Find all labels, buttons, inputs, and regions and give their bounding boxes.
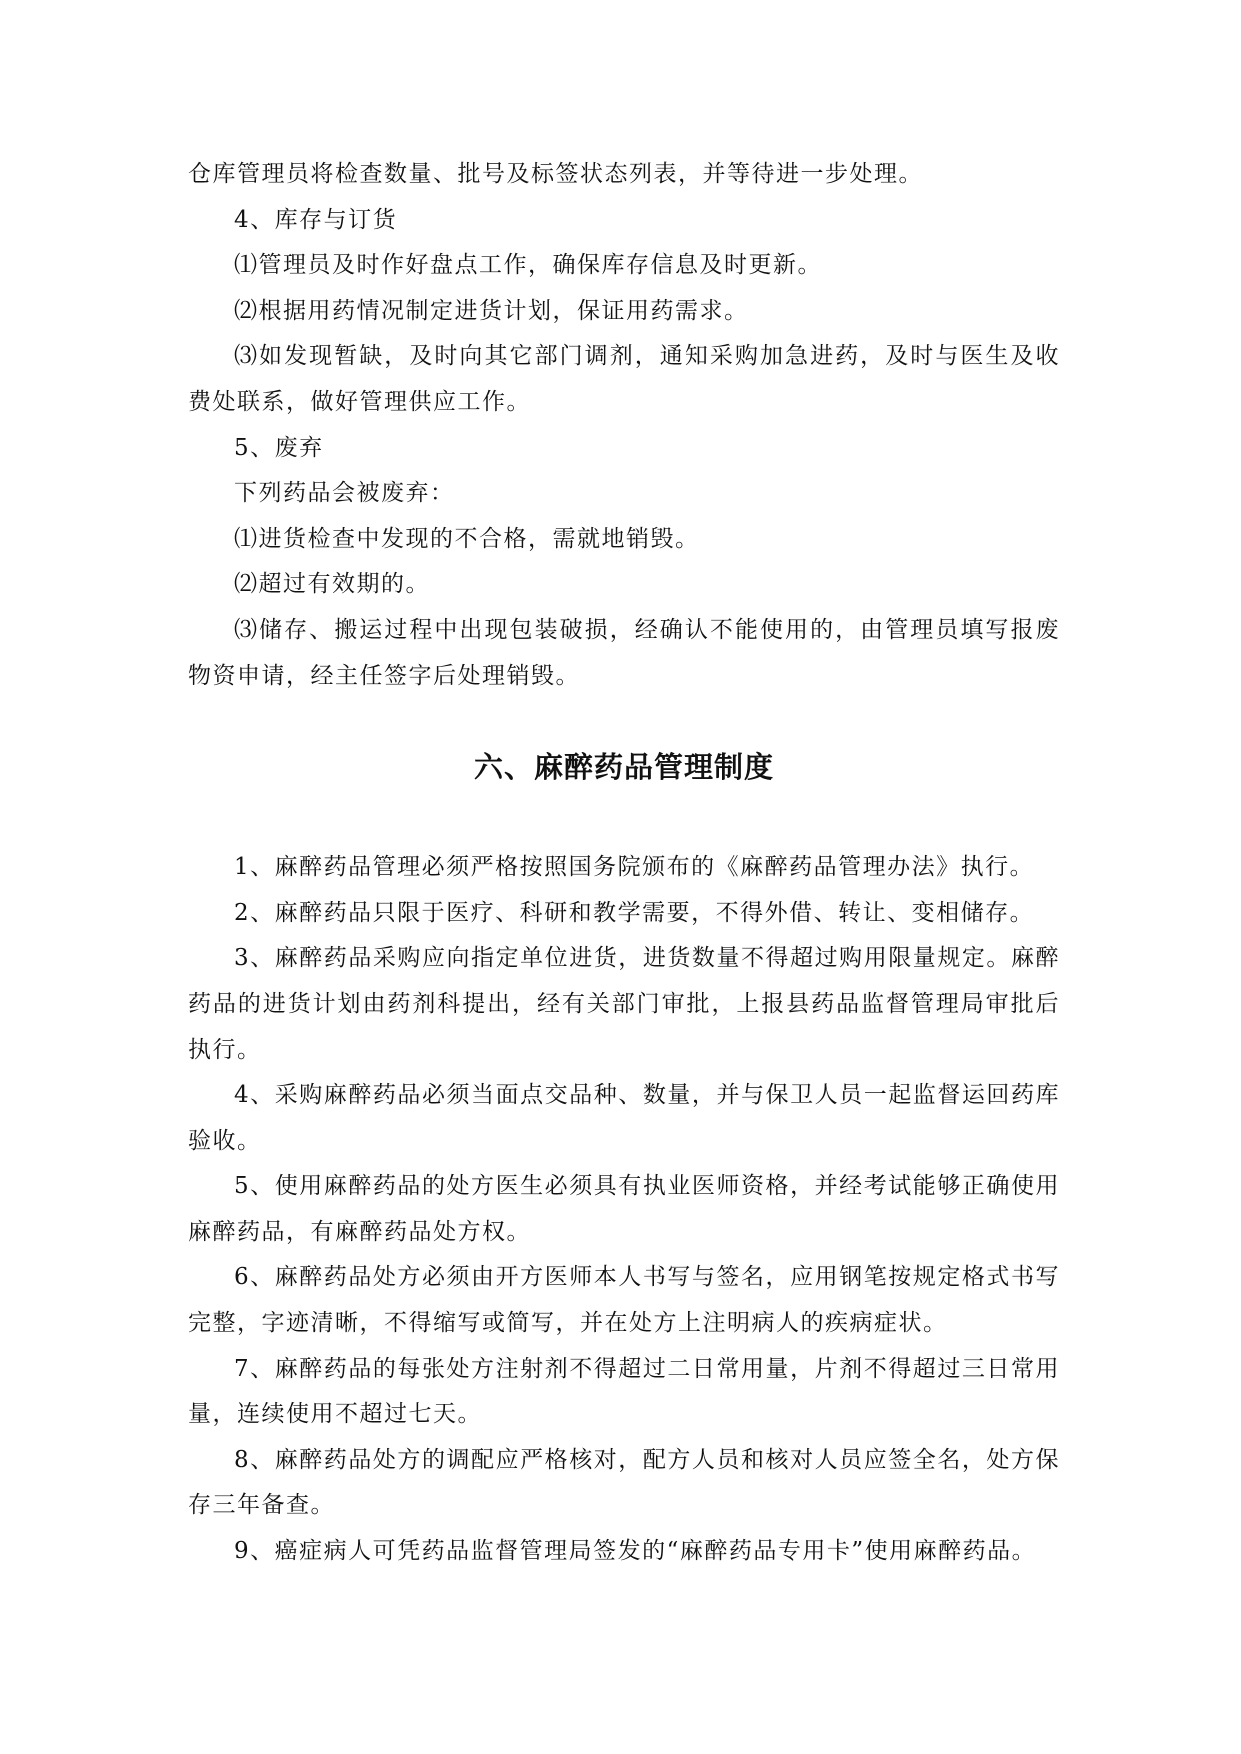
paragraph: 1、麻醉药品管理必须严格按照国务院颁布的《麻醉药品管理办法》执行。 [234, 854, 1035, 881]
paragraph: ⑶储存、搬运过程中出现包装破损，经确认不能使用的，由管理员填写报废物资申请，经主任签字后处理销毁。 [188, 616, 1060, 689]
paragraph: ⑴进货检查中发现的不合格，需就地销毁。 [234, 525, 700, 552]
paragraph: 仓库管理员将检查数量、批号及标签状态列表，并等待进一步处理。 [188, 161, 923, 187]
subheading-disposal: 5、废弃 [234, 434, 324, 461]
paragraph: ⑵超过有效期的。 [234, 571, 430, 598]
paragraph: ⑴管理员及时作好盘点工作，确保库存信息及时更新。 [234, 252, 822, 279]
paragraph: 3、麻醉药品采购应向指定单位进货，进货数量不得超过购用限量规定。麻醉药品的进货计划由药剂科提出，经有关部门审批，上报县药品监督管理局审批后执行。 [188, 945, 1060, 1063]
document-body [188, 152, 1060, 1575]
section-title: 六、麻醉药品管理制度 [473, 750, 774, 785]
paragraph: 8、麻醉药品处方的调配应严格核对，配方人员和核对人员应签全名，处方保存三年备查。 [188, 1446, 1060, 1519]
subheading-inventory: 4、库存与订货 [234, 206, 398, 233]
paragraph: 9、癌症病人可凭药品监督管理局签发的“麻醉药品专用卡”使用麻醉药品。 [234, 1538, 1037, 1565]
paragraph: 6、麻醉药品处方必须由开方医师本人书写与签名，应用钢笔按规定格式书写完整，字迹清晰，不得缩写或简写，并在处方上注明病人的疾病症状。 [188, 1264, 1060, 1337]
paragraph: ⑵根据用药情况制定进货计划，保证用药需求。 [234, 297, 749, 324]
paragraph: 下列药品会被废弃： [234, 480, 455, 507]
paragraph: ⑶如发现暂缺，及时向其它部门调剂，通知采购加急进药，及时与医生及收费处联系，做好管理供应工作。 [188, 343, 1060, 415]
paragraph: 4、采购麻醉药品必须当面点交品种、数量，并与保卫人员一起监督运回药库验收。 [188, 1082, 1060, 1154]
paragraph: 7、麻醉药品的每张处方注射剂不得超过二日常用量，片剂不得超过三日常用量，连续使用不超过七天。 [188, 1355, 1060, 1428]
paragraph: 2、麻醉药品只限于医疗、科研和教学需要，不得外借、转让、变相储存。 [234, 899, 1035, 926]
paragraph: 5、使用麻醉药品的处方医生必须具有执业医师资格，并经考试能够正确使用麻醉药品，有麻醉药品处方权。 [188, 1173, 1060, 1245]
